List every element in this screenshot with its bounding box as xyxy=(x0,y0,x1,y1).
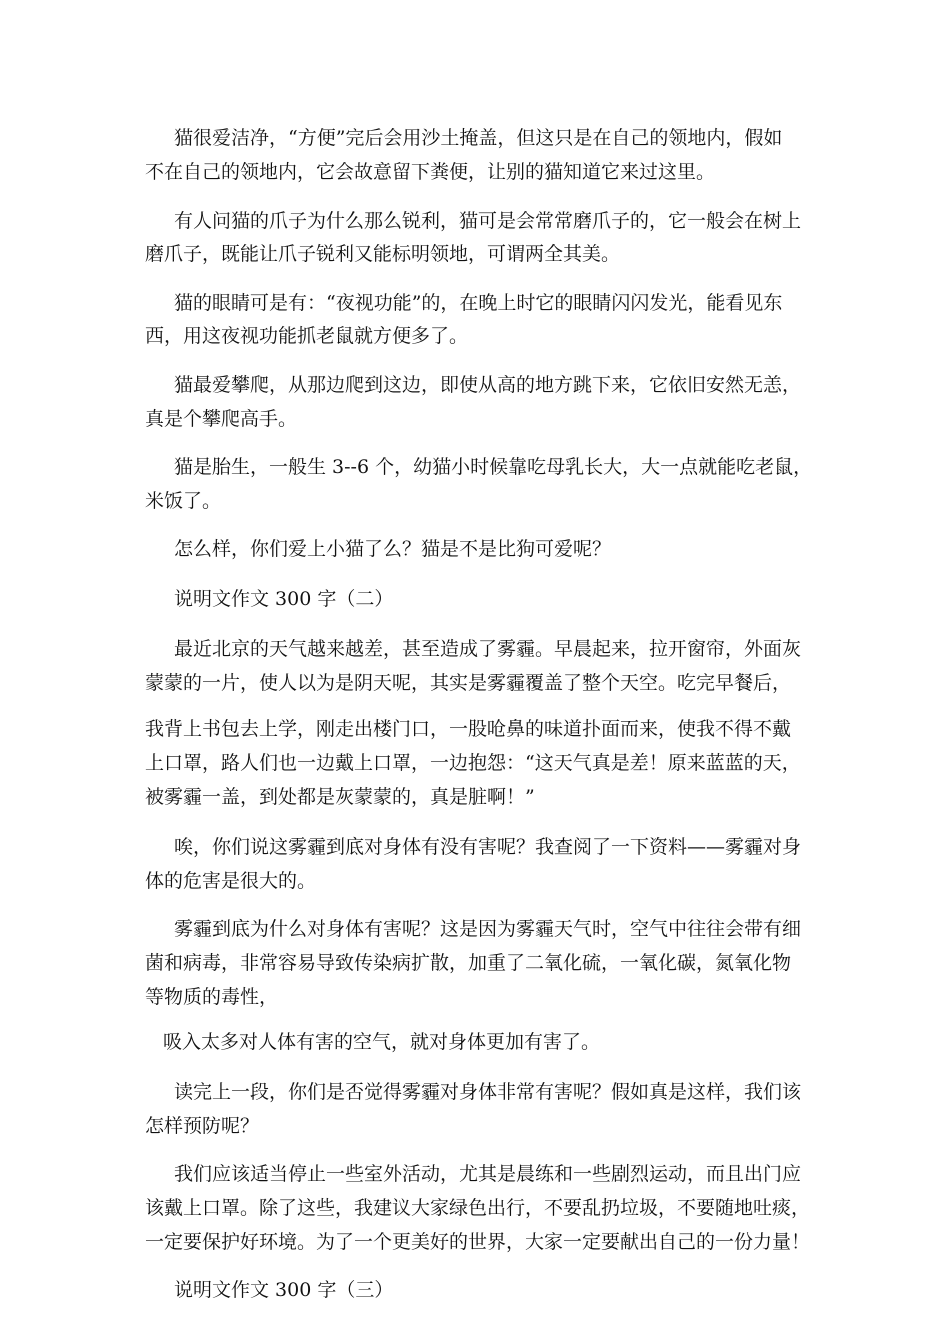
text-line: 不在自己的领地内，它会故意留下粪便，让别的猫知道它来过这里。 xyxy=(145,161,716,183)
text-line: 真是个攀爬高手。 xyxy=(145,408,298,430)
text-line: 雾霾到底为什么对身体有害呢？这是因为雾霾天气时，空气中往往会带有细 xyxy=(174,918,802,940)
text-line: 猫是胎生，一般生 3--6 个，幼猫小时候靠吃母乳长大，大一点就能吃老鼠， xyxy=(174,456,813,478)
text-line: 猫的眼睛可是有：“夜视功能”的，在晚上时它的眼睛闪闪发光，能看见东 xyxy=(174,292,783,314)
text-line: 被雾霾一盖，到处都是灰蒙蒙的，真是脏啊！” xyxy=(145,786,535,808)
text-line: 体的危害是很大的。 xyxy=(145,870,317,892)
text-line: 猫最爱攀爬，从那边爬到这边，即使从高的地方跳下来，它依旧安然无恙， xyxy=(174,374,802,396)
text-line: 猫很爱洁净，“方便”完后会用沙土掩盖，但这只是在自己的领地内，假如 xyxy=(174,127,783,149)
section-heading: 说明文作文 300 字（三） xyxy=(174,1279,394,1301)
text-line: 蒙蒙的一片，使人以为是阴天呢，其实是雾霾覆盖了整个天空。吃完早餐后， xyxy=(145,672,792,694)
text-line: 吸入太多对人体有害的空气，就对身体更加有害了。 xyxy=(163,1031,601,1053)
text-line: 菌和病毒，非常容易导致传染病扩散，加重了二氧化硫，一氧化碳，氮氧化物 xyxy=(145,952,792,974)
text-line: 我背上书包去上学，刚走出楼门口，一股呛鼻的味道扑面而来，使我不得不戴 xyxy=(145,718,792,740)
text-line: 一定要保护好环境。为了一个更美好的世界，大家一定要献出自己的一份力量！ xyxy=(145,1231,811,1253)
text-line: 该戴上口罩。除了这些，我建议大家绿色出行，不要乱扔垃圾，不要随地吐痰， xyxy=(145,1197,811,1219)
text-line: 我们应该适当停止一些室外活动，尤其是晨练和一些剧烈运动，而且出门应 xyxy=(174,1163,802,1185)
text-line: 读完上一段，你们是否觉得雾霾对身体非常有害呢？假如真是这样，我们该 xyxy=(174,1081,802,1103)
text-line: 怎样预防呢？ xyxy=(145,1115,260,1137)
text-line: 西，用这夜视功能抓老鼠就方便多了。 xyxy=(145,325,469,347)
text-line: 唉，你们说这雾霾到底对身体有没有害呢？我查阅了一下资料——雾霾对身 xyxy=(174,836,802,858)
text-line: 等物质的毒性， xyxy=(145,986,279,1008)
text-line: 磨爪子，既能让爪子锐利又能标明领地，可谓两全其美。 xyxy=(145,243,621,265)
section-heading: 说明文作文 300 字（二） xyxy=(174,588,394,610)
text-line: 上口罩，路人们也一边戴上口罩，一边抱怨：“这天气真是差！原来蓝蓝的天， xyxy=(145,752,801,774)
text-line: 最近北京的天气越来越差，甚至造成了雾霾。早晨起来，拉开窗帘，外面灰 xyxy=(174,638,802,660)
text-line: 米饭了。 xyxy=(145,490,222,512)
text-line: 怎么样，你们爱上小猫了么？猫是不是比狗可爱呢？ xyxy=(174,538,612,560)
text-line: 有人问猫的爪子为什么那么锐利，猫可是会常常磨爪子的，它一般会在树上 xyxy=(174,210,802,232)
